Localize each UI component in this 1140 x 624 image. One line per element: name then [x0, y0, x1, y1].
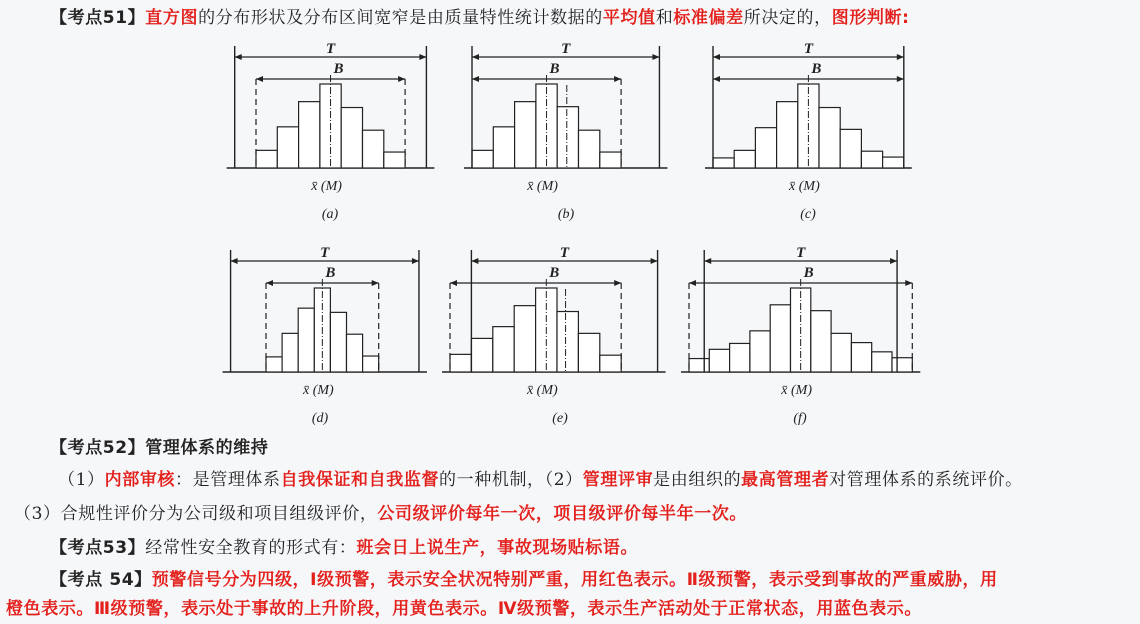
tolerance-range-arrow-head-right: [419, 54, 426, 60]
histogram-bar: [363, 356, 379, 372]
figure-caption: (e): [552, 411, 568, 426]
text: 的分布形状及分布区间宽窄是由质量特性统计数据的: [198, 8, 603, 28]
tolerance-range-arrow-head-left: [472, 54, 479, 60]
highlight-std: 标准偏差: [673, 8, 744, 28]
tolerance-range-arrow-head-left: [231, 258, 238, 264]
point-52-line-3: [14, 503, 747, 525]
histogram-bar: [282, 333, 298, 372]
tolerance-label: T: [559, 245, 570, 261]
histogram-bar: [831, 333, 851, 372]
highlight: 班会日上说生产，事故现场贴标语。: [356, 538, 639, 558]
text: 是由组织的: [653, 470, 742, 490]
histogram-bar: [819, 108, 840, 168]
distribution-label: B: [803, 265, 814, 281]
histogram-bar: [600, 152, 621, 168]
histogram-bar: [557, 107, 578, 168]
histogram-bar: [299, 102, 320, 168]
distribution-range-arrow-head-left: [713, 76, 720, 82]
tolerance-range-arrow-head-left: [713, 54, 720, 60]
tolerance-range-arrow-head-left: [235, 54, 242, 60]
highlight: 自我保证和自我监督: [280, 470, 440, 490]
histogram-bar: [450, 354, 471, 372]
histogram-bar: [851, 343, 871, 372]
highlight: 公司级评价每年一次，项目级评价每半年一次。: [377, 504, 748, 524]
tolerance-range-arrow-head-right: [897, 54, 904, 60]
text: 对管理体系的系统评价。: [829, 470, 1023, 490]
histogram-bar: [557, 312, 578, 372]
distribution-range-arrow-head-left: [472, 76, 479, 82]
point-53-text: [50, 537, 638, 559]
histogram-bar: [770, 305, 790, 372]
histogram-bar: [734, 150, 755, 168]
text: 所决定的，: [743, 8, 832, 28]
histogram-bar: [600, 355, 621, 372]
histogram-bar: [515, 102, 536, 168]
histogram-bar: [493, 327, 514, 372]
histogram-bar: [811, 311, 831, 372]
histogram-bar: [689, 359, 709, 372]
text: 的一种机制，（2）: [439, 470, 583, 490]
histogram-bar: [277, 127, 298, 168]
distribution-label: B: [811, 61, 822, 77]
distribution-label: B: [549, 61, 560, 77]
point-51-text: [50, 7, 910, 29]
histogram-bar: [347, 334, 363, 372]
axis-label: x̄ (M): [781, 383, 813, 398]
distribution-range-arrow-head-right: [372, 280, 379, 286]
histogram-bar: [363, 130, 384, 168]
histogram-bar: [341, 108, 362, 168]
histogram-bar: [840, 129, 861, 168]
histogram-bar: [266, 357, 282, 372]
histogram-bar: [750, 331, 770, 372]
text: 经常性安全教育的形式有：: [145, 538, 357, 558]
highlight: 最高管理者: [741, 470, 830, 490]
text: 和: [655, 8, 674, 28]
point-52-heading: 【考点52】管理体系的维持: [50, 438, 269, 458]
tolerance-range-arrow-head-right: [651, 258, 658, 264]
distribution-label: B: [325, 265, 336, 281]
highlight: 管理评审: [582, 470, 654, 490]
histogram-bar: [256, 150, 277, 168]
tolerance-range-arrow-head-right: [890, 258, 897, 264]
histogram-bar: [713, 158, 734, 168]
text: （1）: [58, 470, 105, 490]
histogram-bar: [298, 308, 314, 372]
histogram-bar: [892, 358, 912, 372]
point-54-line-2: 橙色表示。Ⅲ级预警，表示处于事故的上升阶段，用黄色表示。Ⅳ级预警，表示生产活动处于正常状态，用蓝色表示。: [6, 599, 922, 619]
highlight-judgement: 图形判断:: [831, 8, 910, 28]
text: ：是管理体系: [175, 470, 281, 490]
axis-label: x̄ (M): [526, 383, 558, 398]
histogram-bar: [872, 352, 892, 372]
point-53-tag: 【考点53】: [50, 538, 146, 558]
histogram-bar: [730, 343, 750, 372]
figure-caption: (a): [321, 207, 339, 222]
distribution-range-arrow-head-left: [256, 76, 263, 82]
histogram-bar: [883, 157, 904, 168]
tolerance-label: T: [325, 41, 336, 57]
tolerance-range-arrow-head-left: [704, 258, 711, 264]
axis-label: x̄ (M): [302, 383, 334, 398]
point-54-tag: 【考点 54】: [50, 570, 152, 590]
point-51-tag: 【考点51】: [50, 8, 146, 28]
histogram-bar: [579, 130, 600, 168]
tolerance-label: T: [561, 41, 571, 57]
distribution-range-arrow-head-left: [266, 280, 273, 286]
distribution-range-arrow-head-right: [398, 76, 405, 82]
axis-label: x̄ (M): [311, 179, 342, 194]
distribution-label: B: [333, 61, 344, 77]
tolerance-label: T: [796, 245, 806, 261]
histogram-bar: [777, 102, 798, 168]
histogram-bar: [578, 333, 599, 372]
distribution-range-arrow-head-left: [450, 280, 457, 286]
histogram-bar: [493, 127, 514, 168]
axis-label: x̄ (M): [527, 179, 558, 194]
distribution-range-arrow-head-right: [905, 280, 912, 286]
point-54-line-1: [50, 569, 998, 591]
histogram-bar: [755, 128, 776, 168]
tolerance-range-arrow-head-right: [652, 54, 659, 60]
text: （3）合规性评价分为公司级和项目组级评价，: [14, 504, 378, 524]
axis-label: x̄ (M): [789, 179, 820, 194]
tolerance-label: T: [320, 245, 330, 261]
point-52-line-1: [58, 469, 1023, 491]
figure-caption: (c): [800, 207, 816, 222]
histogram-bar: [330, 312, 346, 372]
tolerance-range-arrow-head-right: [412, 258, 419, 264]
figure-caption: (f): [793, 411, 807, 426]
histogram-bar: [471, 338, 492, 372]
figure-caption: (b): [557, 207, 575, 222]
tolerance-label: T: [803, 41, 813, 57]
figure-caption: (d): [311, 411, 329, 426]
distribution-range-arrow-head-left: [689, 280, 696, 286]
distribution-label: B: [549, 265, 560, 281]
histogram-bar: [472, 150, 493, 168]
distribution-range-arrow-head-right: [614, 76, 621, 82]
highlight-histogram: 直方图: [145, 8, 199, 28]
histogram-bar: [861, 151, 882, 168]
highlight: 内部审核: [104, 470, 176, 490]
highlight-mean: 平均值: [602, 8, 656, 28]
distribution-range-arrow-head-right: [614, 280, 621, 286]
histogram-bar: [709, 349, 729, 372]
histogram-bar: [384, 152, 405, 168]
highlight: 预警信号分为四级，Ⅰ级预警，表示安全状况特别严重，用红色表示。Ⅱ级预警，表示受到事故的严重威胁，用: [151, 570, 998, 590]
distribution-range-arrow-head-right: [897, 76, 904, 82]
histogram-bar: [514, 306, 535, 372]
tolerance-range-arrow-head-left: [471, 258, 478, 264]
